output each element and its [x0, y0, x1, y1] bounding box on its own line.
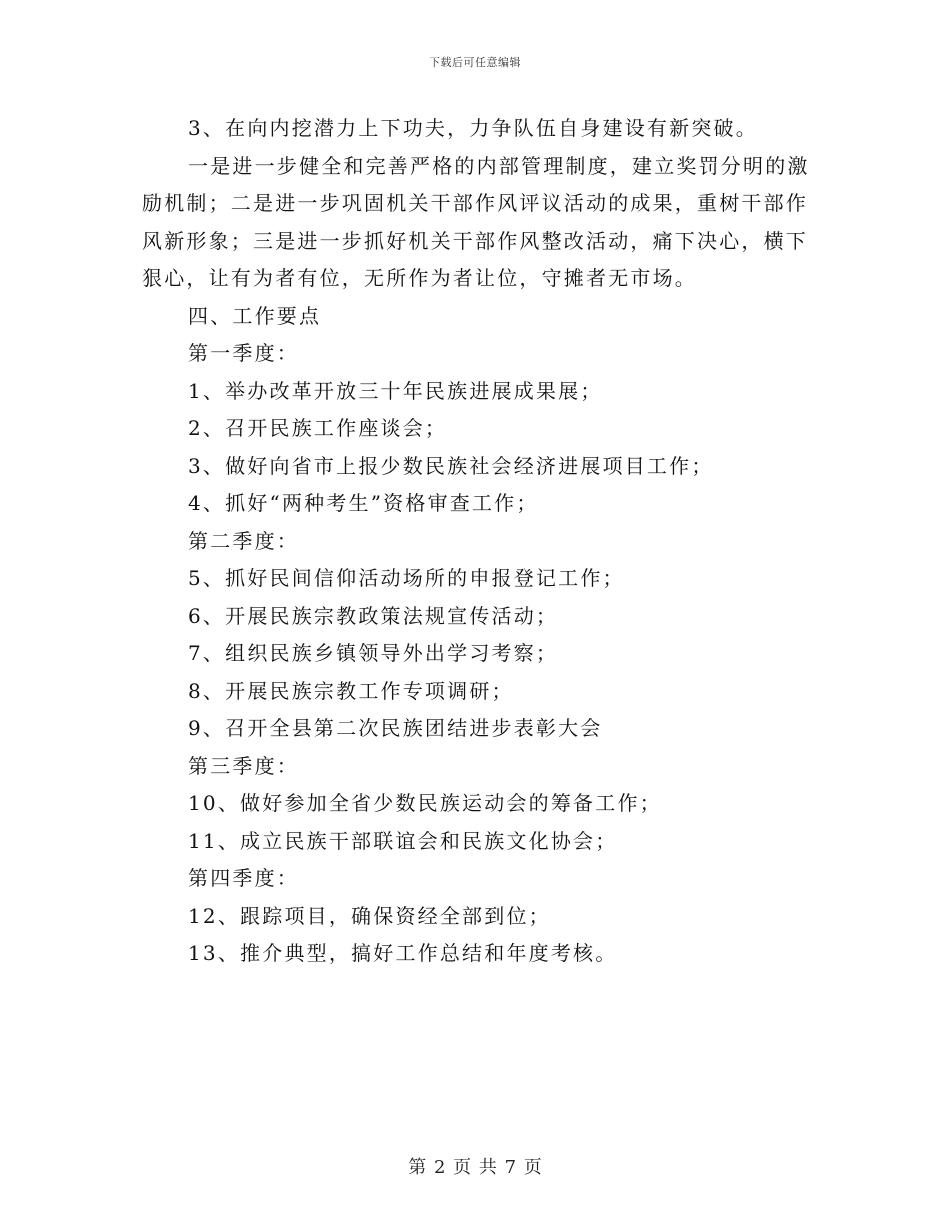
document-body: [142, 110, 812, 973]
list-item: 12、跟踪项目，确保资经全部到位；: [188, 903, 551, 928]
quarter-heading-q3: 第三季度：: [188, 753, 299, 778]
page-number-footer: 第 2 页 共 7 页: [408, 1157, 542, 1178]
quarter-heading-q1: 第一季度：: [188, 341, 299, 365]
list-item: 13、推介典型，搞好工作总结和年度考核。: [188, 941, 618, 965]
list-item: 5、抓好民间信仰活动场所的申报登记工作；: [188, 566, 625, 590]
list-item: 7、组织民族乡镇领导外出学习考察；: [188, 641, 559, 665]
list-item: 6、开展民族宗教政策法规宣传活动；: [188, 603, 559, 628]
list-item: 11、成立民族干部联谊会和民族文化协会；: [188, 828, 618, 853]
page-header-note: 下载后可任意编辑: [429, 56, 521, 69]
list-item: 3、做好向省市上报少数民族社会经济进展项目工作；: [188, 453, 714, 478]
list-item: 9、召开全县第二次民族团结进步表彰大会: [188, 716, 603, 740]
list-item: 8、开展民族宗教工作专项调研；: [188, 678, 514, 703]
section-heading-work-points: 四、工作要点: [188, 303, 322, 328]
list-item: 1、举办改革开放三十年民族进展成果展；: [188, 378, 603, 403]
list-item: 2、召开民族工作座谈会；: [188, 416, 448, 440]
list-item: 4、抓好“两种考生”资格审查工作；: [188, 491, 539, 515]
list-item: 10、做好参加全省少数民族运动会的筹备工作；: [188, 791, 662, 815]
quarter-heading-q2: 第二季度：: [188, 528, 299, 553]
paragraph-section-3: 3、在向内挖潜力上下功夫，力争队伍自身建设有新突破。: [188, 116, 758, 140]
quarter-heading-q4: 第四季度：: [188, 866, 299, 890]
paragraph-measures: 一是进一步健全和完善严格的内部管理制度，建立奖罚分明的激励机制；二是进一步巩固机关干部作风评议活动的成果，重树干部作风新形象；三是进一步抓好机关干部作风整改活动，痛下决心，横下狠心，让有为者有位，无所作为者让位，守摊者无市场。: [142, 153, 810, 290]
